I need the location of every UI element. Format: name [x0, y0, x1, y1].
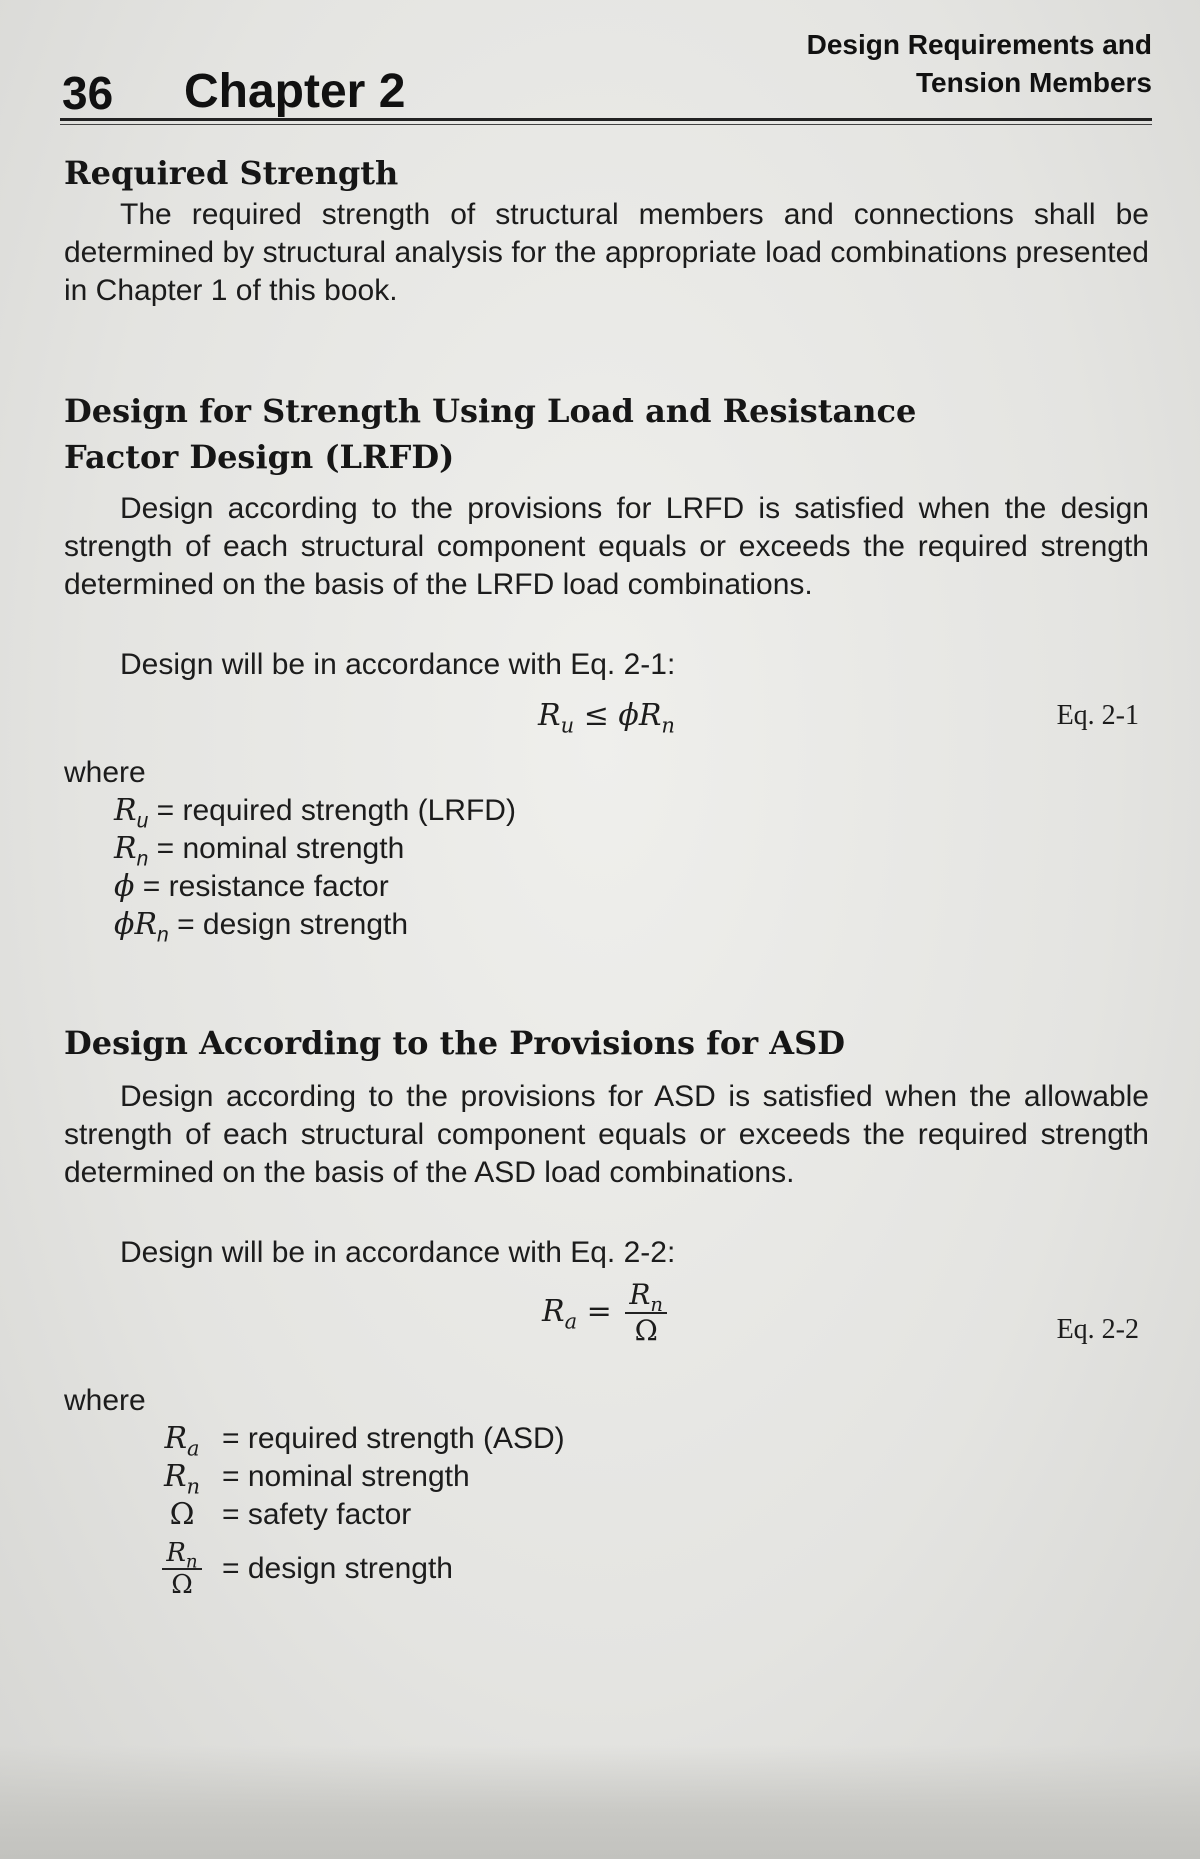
where-label-asd: where: [64, 1384, 146, 1417]
definition-omega: Ω = safety factor: [169, 1497, 412, 1532]
heading-lrfd-line2: Factor Design (LRFD): [64, 438, 455, 476]
definitions-asd: [64, 1420, 1149, 1600]
chapter-title-line1: Design Requirements and: [806, 29, 1152, 60]
lead-eq-2-2: Design will be in accordance with Eq. 2-2:: [120, 1236, 676, 1269]
definition-phi: ϕ = resistance factor: [114, 869, 389, 904]
where-label-lrfd: where: [64, 756, 146, 789]
equation-2-2-fraction: $\frac{R_n}{\Omega}$: [625, 1278, 667, 1348]
equation-2-2: [64, 1272, 1149, 1382]
equation-2-2-number: Eq. 2-2: [1056, 1314, 1139, 1345]
page-bottom-shadow: [0, 1745, 1200, 1859]
definition-rn: $R_n$ = nominal strength: [114, 831, 405, 871]
heading-required-strength: Required Strength: [64, 154, 399, 192]
header-rule: [60, 118, 1152, 125]
heading-lrfd: [64, 388, 1149, 480]
equation-2-1: [64, 684, 1149, 754]
heading-asd: Design According to the Provisions for ASD: [64, 1024, 845, 1062]
chapter-label: Chapter 2: [184, 65, 406, 118]
chapter-title-line2: Tension Members: [916, 67, 1152, 98]
equation-2-1-body: $R_u \le \phi R_n$: [538, 698, 675, 738]
heading-lrfd-line1: Design for Strength Using Load and Resistance: [64, 392, 917, 430]
page-number: 36: [62, 67, 114, 119]
paragraph-required-strength: The required strength of structural members and connections shall be determined by structural analysis for the appropriate load combinations presented in Chapter 1 of this book.: [64, 198, 1149, 307]
running-head: [62, 26, 1152, 126]
page-content: [64, 150, 1149, 1600]
definition-ru: $R_u$ = required strength (LRFD): [114, 793, 516, 833]
chapter-title: [732, 26, 1152, 102]
definition-phi-rn: $\phi R_n$ = design strength: [114, 907, 409, 947]
lead-eq-2-1: Design will be in accordance with Eq. 2-1:: [120, 648, 676, 681]
definition-ra: $R_a$ = required strength (ASD): [164, 1421, 565, 1461]
definition-rn-over-omega: $\frac{R_n}{\Omega}$ = design strength: [142, 1538, 1149, 1600]
paragraph-asd: Design according to the provisions for ASD is satisfied when the allowable strength of each structural component equals or exceeds the required strength determined on the basis of the ASD load combinations.: [64, 1080, 1149, 1189]
equation-2-1-number: Eq. 2-1: [1056, 700, 1139, 731]
paragraph-lrfd: Design according to the provisions for LRFD is satisfied when the design strength of each structural component equals or exceeds the required strength determined on the basis of the LRFD load combinations.: [64, 492, 1149, 601]
equation-2-2-body: $R_a$ = $\frac{R_n}{\Omega}$: [64, 1278, 1149, 1348]
definition-rn-asd: $R_n$ = nominal strength: [163, 1459, 470, 1499]
definitions-lrfd: [64, 792, 1149, 947]
